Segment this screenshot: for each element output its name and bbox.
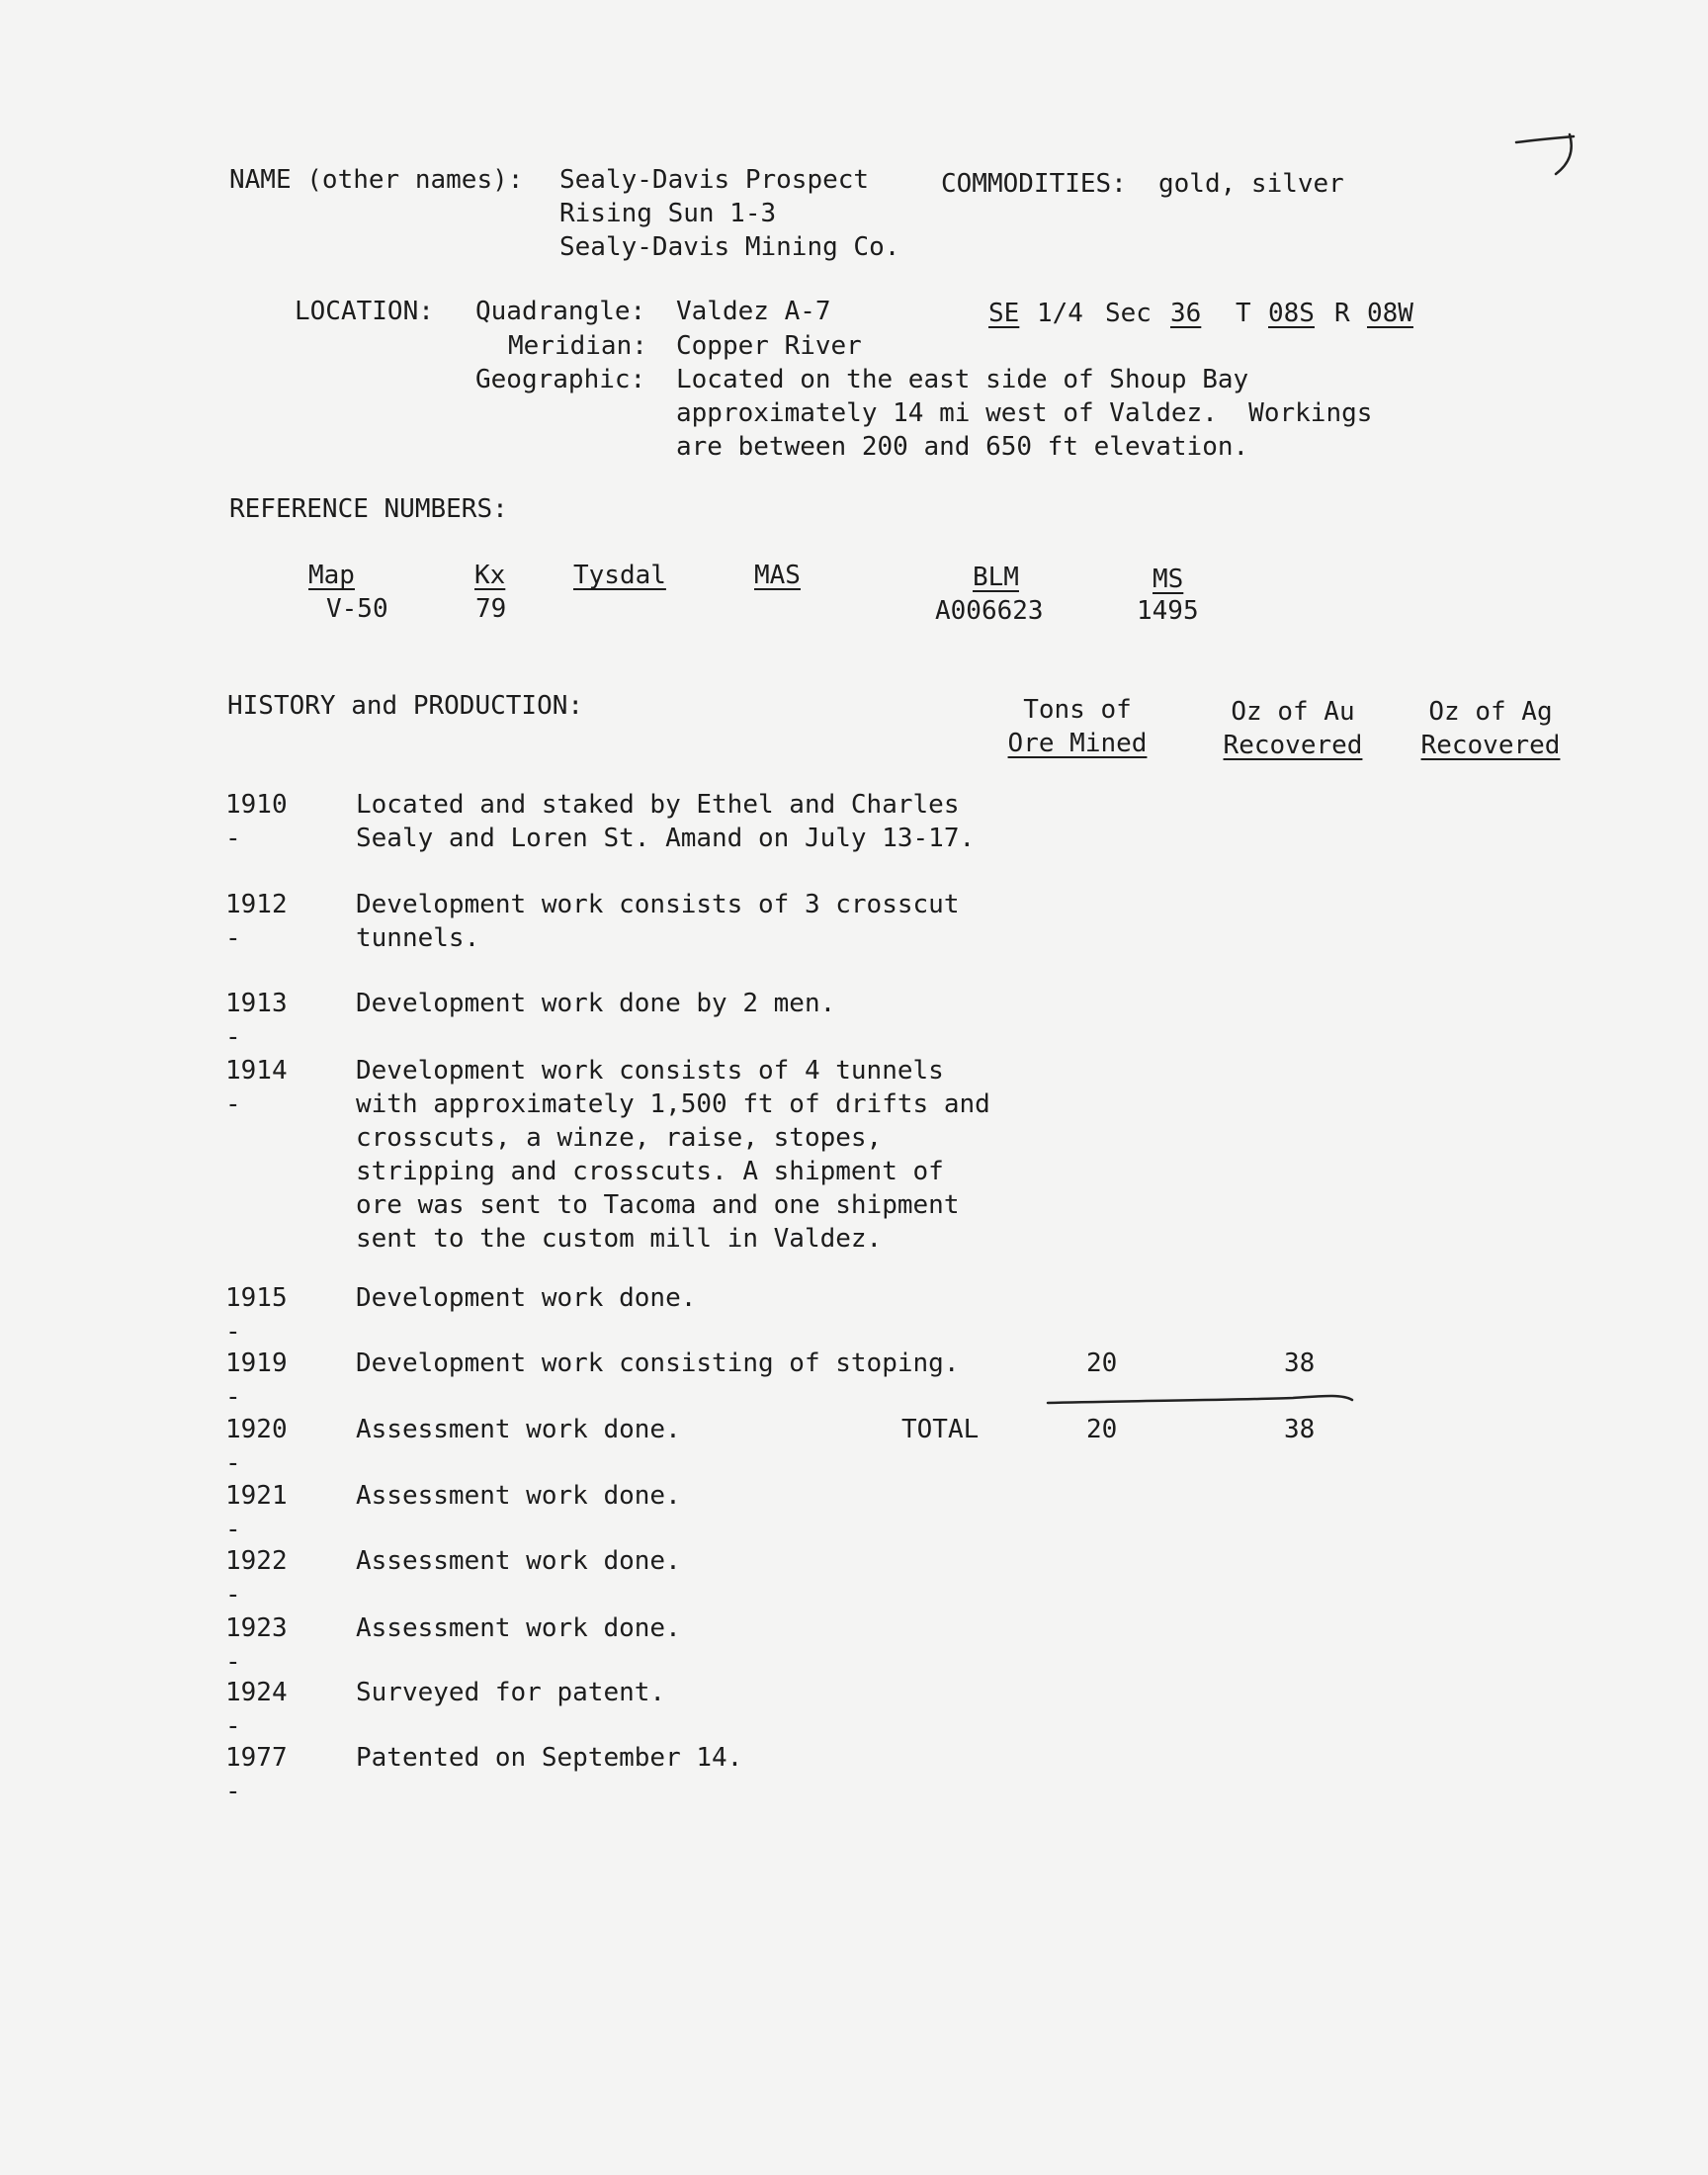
commodities-value: gold, silver bbox=[1158, 169, 1344, 199]
col-ag-line2: Recovered bbox=[1420, 731, 1561, 760]
ref-header-mas: MAS bbox=[754, 561, 801, 590]
history-year: 1923 - bbox=[225, 1613, 288, 1677]
reference-label: REFERENCE NUMBERS: bbox=[229, 494, 508, 524]
ref-header-tysdal: Tysdal bbox=[573, 561, 666, 590]
quadrangle-label: Quadrangle: bbox=[475, 297, 646, 326]
col-ag-line1: Oz of Ag bbox=[1428, 697, 1553, 727]
ref-header-blm: BLM bbox=[973, 563, 1019, 592]
section-quarter: SE bbox=[988, 299, 1020, 328]
history-text: Assessment work done. bbox=[356, 1546, 681, 1576]
ref-header-kx: Kx bbox=[474, 561, 506, 590]
range-label: R bbox=[1334, 299, 1350, 328]
production-1919-au: 38 bbox=[1284, 1348, 1316, 1378]
section-fraction: 1/4 bbox=[1037, 299, 1083, 328]
production-1919-tons: 20 bbox=[1086, 1348, 1118, 1378]
ref-value-ms: 1495 bbox=[1137, 596, 1199, 626]
history-year: 1921 - bbox=[225, 1481, 288, 1544]
history-text: Patented on September 14. bbox=[356, 1743, 743, 1773]
col-tons-line1: Tons of bbox=[1023, 695, 1132, 725]
history-year: 1922 - bbox=[225, 1546, 288, 1610]
ref-value-kx: 79 bbox=[475, 594, 507, 624]
ref-value-map: V-50 bbox=[326, 594, 388, 624]
geographic-description: Located on the east side of Shoup Bay approximately 14 mi west of Valdez. Workings are between 200 and 650 ft elevation. bbox=[676, 365, 1373, 462]
meridian-value: Copper River bbox=[676, 331, 862, 361]
history-text: Assessment work done. bbox=[356, 1481, 681, 1511]
history-year: 1915 - bbox=[225, 1283, 288, 1347]
location-label: LOCATION: bbox=[295, 297, 434, 326]
history-label: HISTORY and PRODUCTION: bbox=[227, 691, 584, 721]
ref-header-ms: MS bbox=[1153, 565, 1184, 594]
history-year: 1912 - bbox=[225, 890, 288, 953]
township-label: T bbox=[1236, 299, 1251, 328]
total-tons: 20 bbox=[1086, 1415, 1118, 1444]
col-au-line1: Oz of Au bbox=[1231, 697, 1355, 727]
history-text: Development work consists of 3 crosscut tunnels. bbox=[356, 890, 960, 953]
history-text: Development work consisting of stoping. bbox=[356, 1348, 960, 1378]
history-year: 1913 - bbox=[225, 989, 288, 1052]
history-text: Development work done by 2 men. bbox=[356, 989, 836, 1018]
meridian-label: Meridian: bbox=[508, 331, 647, 361]
geographic-label: Geographic: bbox=[475, 365, 646, 394]
handwritten-mark-icon bbox=[1512, 125, 1591, 184]
name-alias-2: Sealy-Davis Mining Co. bbox=[559, 232, 900, 262]
range-value: 08W bbox=[1367, 299, 1413, 328]
township-value: 08S bbox=[1268, 299, 1315, 328]
total-label: TOTAL bbox=[901, 1415, 980, 1444]
history-year: 1914 - bbox=[225, 1056, 288, 1119]
name-primary: Sealy-Davis Prospect bbox=[559, 165, 870, 195]
total-au: 38 bbox=[1284, 1415, 1316, 1444]
name-alias-1: Rising Sun 1-3 bbox=[559, 199, 777, 228]
history-text: Surveyed for patent. bbox=[356, 1678, 666, 1707]
history-year: 1924 - bbox=[225, 1678, 288, 1741]
section-number: 36 bbox=[1170, 299, 1202, 328]
quadrangle-value: Valdez A-7 bbox=[676, 297, 831, 326]
history-year: 1910 - bbox=[225, 790, 288, 853]
sec-label: Sec bbox=[1105, 299, 1152, 328]
ref-value-blm: A006623 bbox=[935, 596, 1044, 626]
total-underline bbox=[1046, 1392, 1354, 1410]
commodities-label: COMMODITIES: bbox=[941, 169, 1127, 199]
name-label: NAME (other names): bbox=[229, 165, 524, 195]
col-au-line2: Recovered bbox=[1223, 731, 1363, 760]
history-year: 1919 - bbox=[225, 1348, 288, 1412]
ref-header-map: Map bbox=[308, 561, 355, 590]
history-year: 1920 - bbox=[225, 1415, 288, 1478]
history-text: Located and staked by Ethel and Charles Sealy and Loren St. Amand on July 13-17. bbox=[356, 790, 976, 853]
history-text: Assessment work done. bbox=[356, 1415, 681, 1444]
history-text: Development work consists of 4 tunnels with approximately 1,500 ft of drifts and crosscuts, a winze, raise, stopes, stripping and crosscuts. A shipment of ore was sent to Tacoma and one shipment sent to the custom mill in Valdez. bbox=[356, 1056, 990, 1254]
col-tons-line2: Ore Mined bbox=[1007, 729, 1148, 758]
history-text: Assessment work done. bbox=[356, 1613, 681, 1643]
history-year: 1977 - bbox=[225, 1743, 288, 1806]
history-text: Development work done. bbox=[356, 1283, 697, 1313]
